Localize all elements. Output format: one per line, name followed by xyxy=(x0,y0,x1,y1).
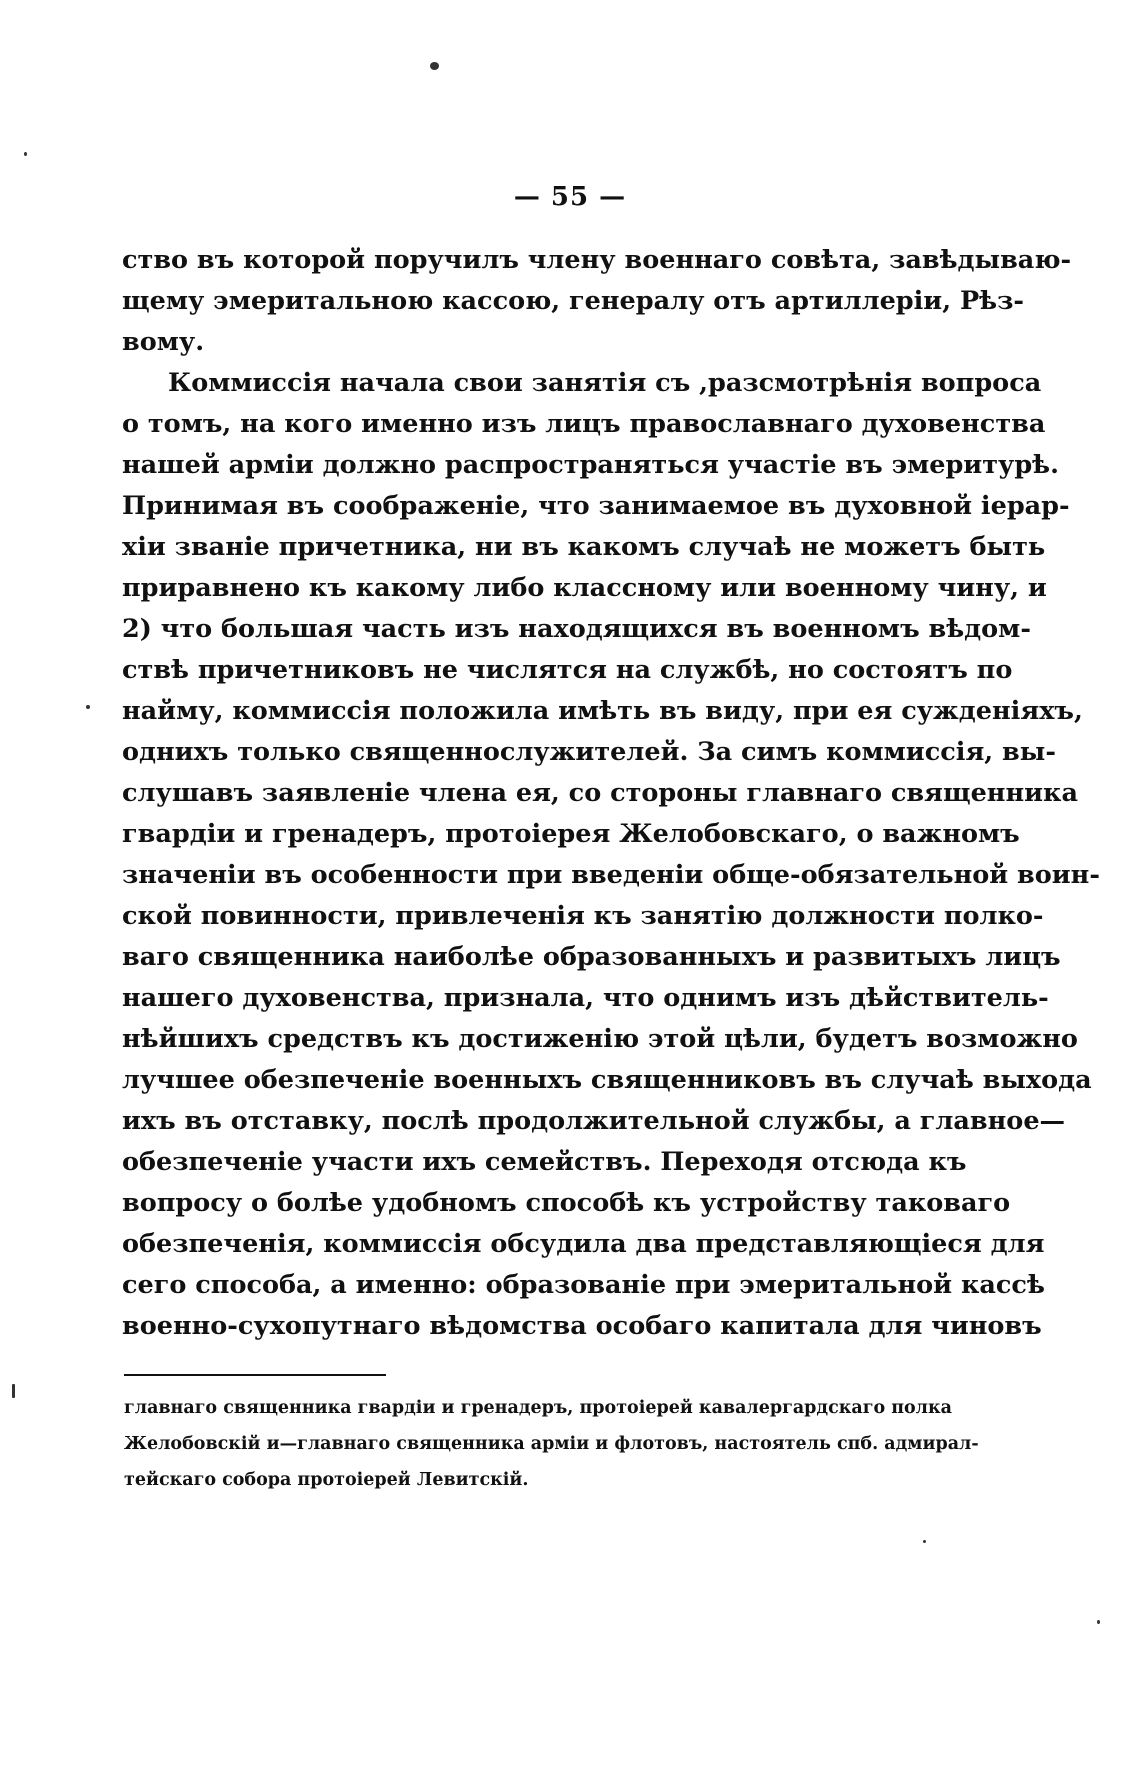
footnote-line: Желобовскій и—главнаго священника арміи и флотовъ, настоятель спб. адмирал- xyxy=(124,1434,979,1454)
text-line: ваго священника наиболѣе образованныхъ и развитыхъ лицъ xyxy=(122,942,1061,972)
footnote-line: тейскаго собора протоіерей Левитскій. xyxy=(124,1470,529,1490)
main-text-block xyxy=(122,240,1100,1347)
text-line: вопросу о болѣе удобномъ способѣ къ устройству таковаго xyxy=(122,1188,1011,1218)
scan-speck xyxy=(24,152,27,156)
text-line: гвардіи и гренадеръ, протоіерея Желобовскаго, о важномъ xyxy=(122,819,1020,849)
text-line: Принимая въ соображеніе, что занимаемое въ духовной іерар- xyxy=(122,491,1070,521)
text-line: нашего духовенства, признала, что однимъ изъ дѣйствитель- xyxy=(122,983,1049,1013)
text-line: ствѣ причетниковъ не числятся на службѣ, но состоятъ по xyxy=(122,655,1013,685)
text-line: нѣйшихъ средствъ къ достиженію этой цѣли, будетъ возможно xyxy=(122,1024,1078,1054)
text-line: 2) что большая часть изъ находящихся въ военномъ вѣдом- xyxy=(122,614,1031,644)
text-line: ихъ въ отставку, послѣ продолжительной службы, а главное— xyxy=(122,1106,1066,1136)
text-line: ской повинности, привлеченія къ занятію должности полко- xyxy=(122,901,1044,931)
text-line: вому. xyxy=(122,327,205,357)
text-line: военно-сухопутнаго вѣдомства особаго капитала для чиновъ xyxy=(122,1311,1042,1341)
text-line: приравнено къ какому либо классному или военному чину, и xyxy=(122,573,1047,603)
footnote-line: главнаго священника гвардіи и гренадеръ, протоіерей кавалергардскаго полка xyxy=(124,1398,953,1418)
text-line: Коммиссія начала свои занятія съ ,разсмотрѣнія вопроса xyxy=(168,368,1042,398)
text-line: значеніи въ особенности при введеніи обще-обязательной воин- xyxy=(122,860,1100,890)
text-line: лучшее обезпеченіе военныхъ священниковъ въ случаѣ выхода xyxy=(122,1065,1092,1095)
text-line: хіи званіе причетника, ни въ какомъ случаѣ не можетъ быть xyxy=(122,532,1046,562)
scan-speck xyxy=(12,1384,15,1398)
scan-speck xyxy=(430,62,439,70)
text-line: нашей арміи должно распространяться участіе въ эмеритурѣ. xyxy=(122,450,1059,480)
text-line: найму, коммиссія положила имѣть въ виду, при ея сужденіяхъ, xyxy=(122,696,1083,726)
scan-speck xyxy=(1097,1620,1100,1624)
text-line: обезпеченія, коммиссія обсудила два представляющіеся для xyxy=(122,1229,1045,1259)
text-line: о томъ, на кого именно изъ лицъ православнаго духовенства xyxy=(122,409,1046,439)
page-number: — 55 — xyxy=(513,182,627,212)
text-line: слушавъ заявленіе члена ея, со стороны главнаго священника xyxy=(122,778,1078,808)
scan-speck xyxy=(86,705,90,709)
text-line: сего способа, а именно: образованіе при эмеритальной кассѣ xyxy=(122,1270,1045,1300)
text-line: однихъ только священнослужителей. За симъ коммиссія, вы- xyxy=(122,737,1056,767)
scan-speck xyxy=(923,1540,926,1543)
text-line: обезпеченіе участи ихъ семействъ. Переходя отсюда къ xyxy=(122,1147,967,1177)
footnote-block xyxy=(124,1390,979,1498)
footnote-divider xyxy=(124,1374,386,1376)
text-line: ство въ которой поручилъ члену военнаго совѣта, завѣдываю- xyxy=(122,245,1072,275)
text-line: щему эмеритальною кассою, генералу отъ артиллеріи, Рѣз- xyxy=(122,286,1024,316)
